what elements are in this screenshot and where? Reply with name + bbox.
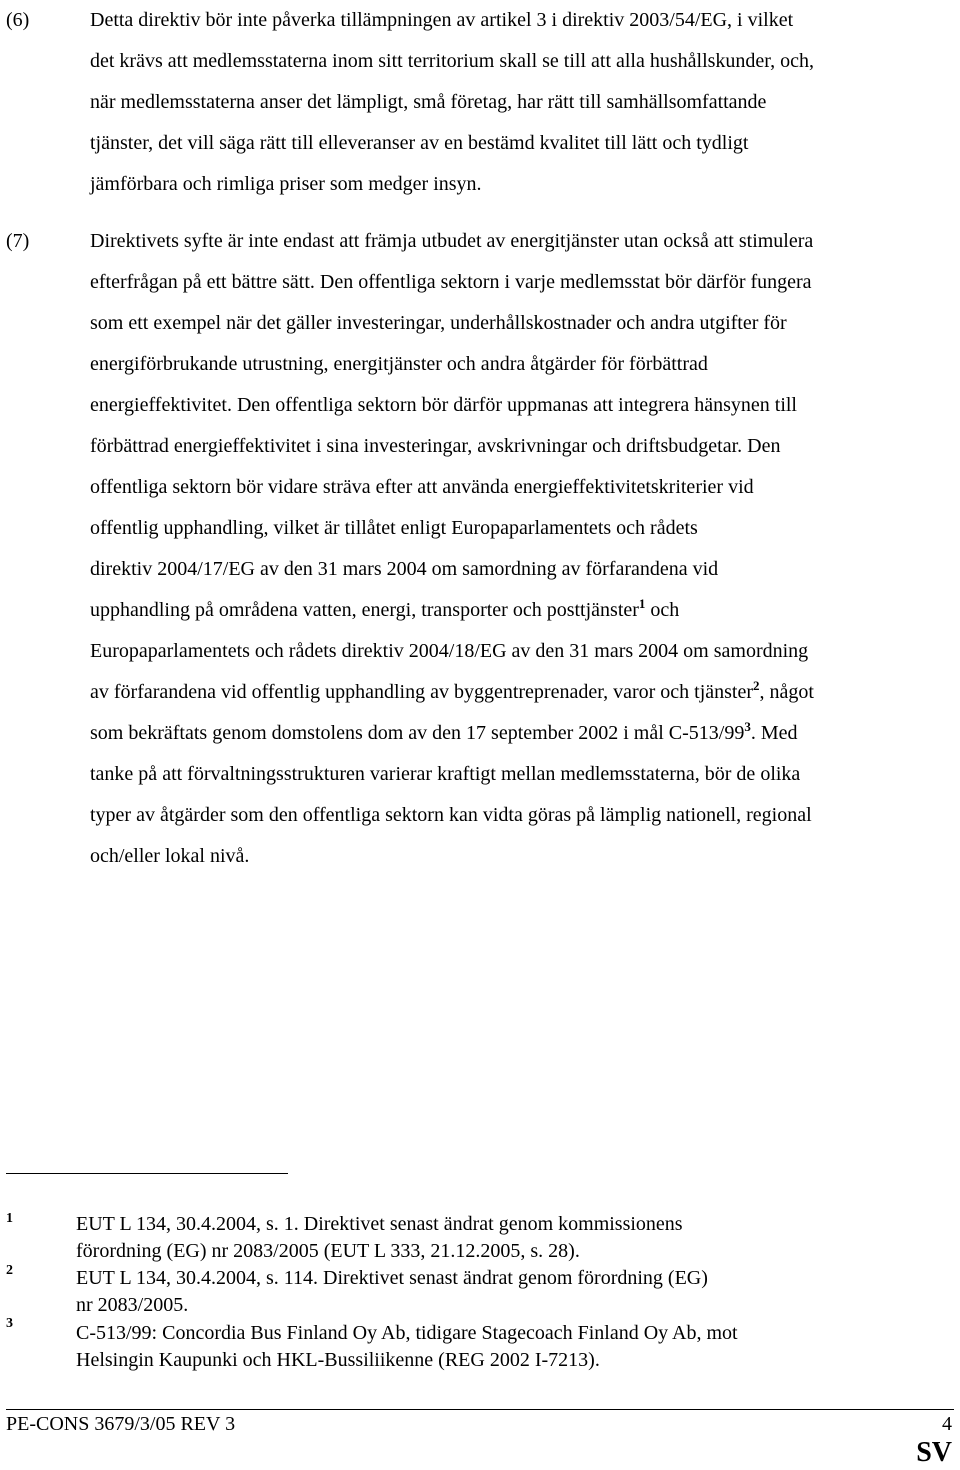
text-segment: av förfarandena vid offentlig upphandling av byggentreprenader, varor och tjänster [90, 681, 754, 703]
footnote-text [76, 1265, 708, 1319]
text-line: nr 2083/2005. [76, 1294, 189, 1316]
footnote-text [76, 1211, 683, 1265]
footnote-text [76, 1320, 738, 1374]
text-line: Helsingin Kaupunki och HKL-Bussiliikenne (REG 2002 I-7213). [76, 1349, 600, 1371]
paragraph-body [90, 0, 952, 205]
text-line: förbättrad energieffektivitet i sina investeringar, avskrivningar och driftsbudgetar. Den [90, 435, 781, 457]
text-line: C-513/99: Concordia Bus Finland Oy Ab, tidigare Stagecoach Finland Oy Ab, mot [76, 1322, 738, 1344]
text-line: det krävs att medlemsstaterna inom sitt territorium skall se till att alla hushållskunder, och, [90, 50, 815, 72]
text-segment: och [645, 599, 680, 621]
text-line: Direktivets syfte är inte endast att främja utbudet av energitjänster utan också att stimulera [90, 230, 814, 252]
text-line: typer av åtgärder som den offentliga sektorn kan vidta göras på lämplig nationell, regional [90, 804, 812, 826]
text-segment: upphandling på områdena vatten, energi, transporter och posttjänster [90, 599, 639, 621]
text-line: offentlig upphandling, vilket är tillåtet enligt Europaparlamentets och rådets [90, 517, 698, 539]
text-line: efterfrågan på ett bättre sätt. Den offentliga sektorn i varje medlemsstat bör därför fungera [90, 271, 812, 293]
text-line: och/eller lokal nivå. [90, 845, 250, 867]
document-reference: PE-CONS 3679/3/05 REV 3 [6, 1413, 236, 1435]
text-line: Europaparlamentets och rådets direktiv 2004/18/EG av den 31 mars 2004 om samordning [90, 640, 809, 662]
text-line: EUT L 134, 30.4.2004, s. 114. Direktivet senast ändrat genom förordning (EG) [76, 1267, 708, 1289]
text-segment: som bekräftats genom domstolens dom av den 17 september 2002 i mål C-513/99 [90, 722, 745, 744]
text-line: när medlemsstaterna anser det lämpligt, små företag, har rätt till samhällsomfattande [90, 91, 767, 113]
footnote-ref-1[interactable]: 1 [638, 596, 646, 611]
page-number: 4 [942, 1413, 952, 1435]
text-line [90, 713, 952, 754]
language-code: SV [916, 1437, 952, 1468]
text-line: förordning (EG) nr 2083/2005 (EUT L 333, 21.12.2005, s. 28). [76, 1240, 580, 1262]
footnote-number: 1 [6, 1211, 13, 1226]
footnote-number: 2 [6, 1263, 13, 1278]
text-line: offentliga sektorn bör vidare sträva efter att använda energieffektivitetskriterier vid [90, 476, 754, 498]
paragraph-number: (7) [6, 230, 30, 252]
footnote-ref-2[interactable]: 2 [753, 678, 760, 693]
footnote-separator [6, 1173, 288, 1174]
footnote-ref-3[interactable]: 3 [744, 719, 751, 734]
text-line: tjänster, det vill säga rätt till elleveranser av en bestämd kvalitet till lätt och tydligt [90, 132, 749, 154]
text-line: som ett exempel när det gäller investeringar, underhållskostnader och andra utgifter för [90, 312, 787, 334]
text-line: EUT L 134, 30.4.2004, s. 1. Direktivet senast ändrat genom kommissionens [76, 1213, 683, 1235]
text-segment: , något [759, 681, 814, 703]
text-line: energieffektivitet. Den offentliga sektorn bör därför uppmanas att integrera hänsynen till [90, 394, 797, 416]
footnote-number: 3 [6, 1316, 13, 1331]
text-line [90, 590, 952, 631]
paragraph-number: (6) [6, 9, 30, 31]
text-line: tanke på att förvaltningsstrukturen varierar kraftigt mellan medlemsstaterna, bör de olika [90, 763, 801, 785]
paragraph-body [90, 221, 952, 877]
text-line: jämförbara och rimliga priser som medger insyn. [90, 173, 482, 195]
text-segment: . Med [750, 722, 798, 744]
text-line: direktiv 2004/17/EG av den 31 mars 2004 om samordning av förfarandena vid [90, 558, 719, 580]
text-line [90, 672, 952, 713]
text-line: energiförbrukande utrustning, energitjänster och andra åtgärder för förbättrad [90, 353, 708, 375]
text-line: Detta direktiv bör inte påverka tillämpningen av artikel 3 i direktiv 2003/54/EG, i vilket [90, 9, 794, 31]
